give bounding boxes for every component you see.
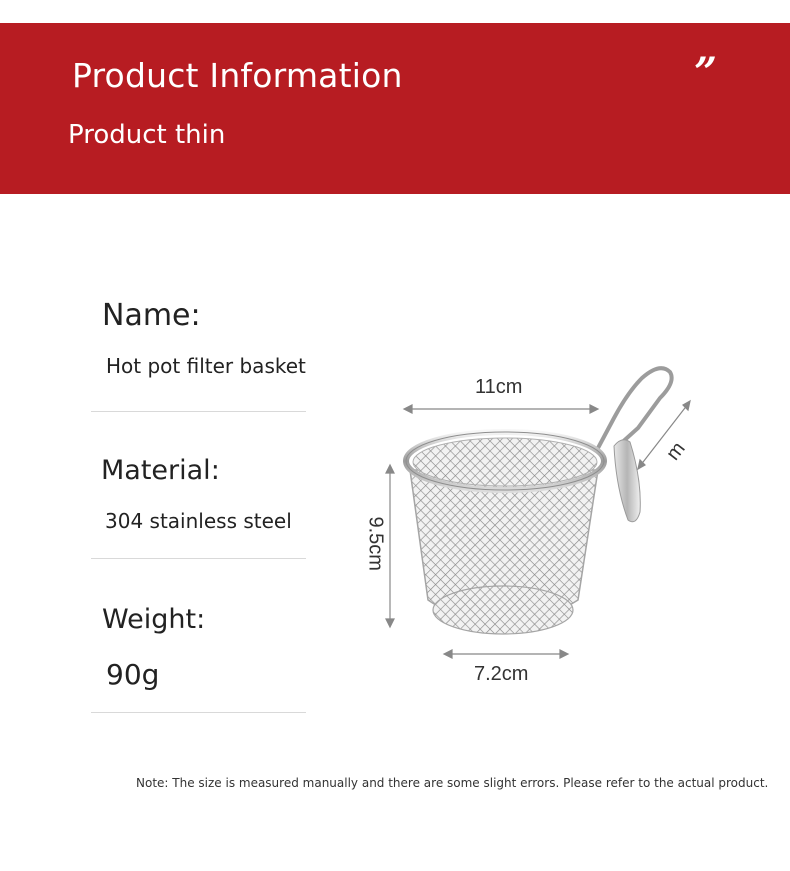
divider-1 — [91, 411, 306, 412]
header-banner — [0, 23, 790, 194]
name-label: Name: — [102, 298, 201, 333]
filter-basket-image — [350, 360, 710, 660]
dimension-bottom-width: 7.2cm — [474, 663, 529, 685]
weight-label: Weight: — [102, 604, 206, 635]
dimension-handle: m — [662, 437, 690, 465]
measurement-note: Note: The size is measured manually and there are some slight errors. Please refer to the actual product. — [136, 776, 769, 790]
name-value: Hot pot filter basket — [106, 354, 306, 378]
quote-mark-icon: ” — [694, 49, 718, 96]
material-value: 304 stainless steel — [105, 509, 292, 533]
dimension-height: 9.5cm — [364, 516, 387, 571]
page-title: Product Information — [72, 56, 403, 95]
page-subtitle: Product thin — [68, 120, 226, 150]
material-label: Material: — [101, 455, 220, 486]
weight-value: 90g — [106, 658, 160, 691]
divider-3 — [91, 712, 306, 713]
divider-2 — [91, 558, 306, 559]
dimension-top-width: 11cm — [475, 376, 523, 398]
